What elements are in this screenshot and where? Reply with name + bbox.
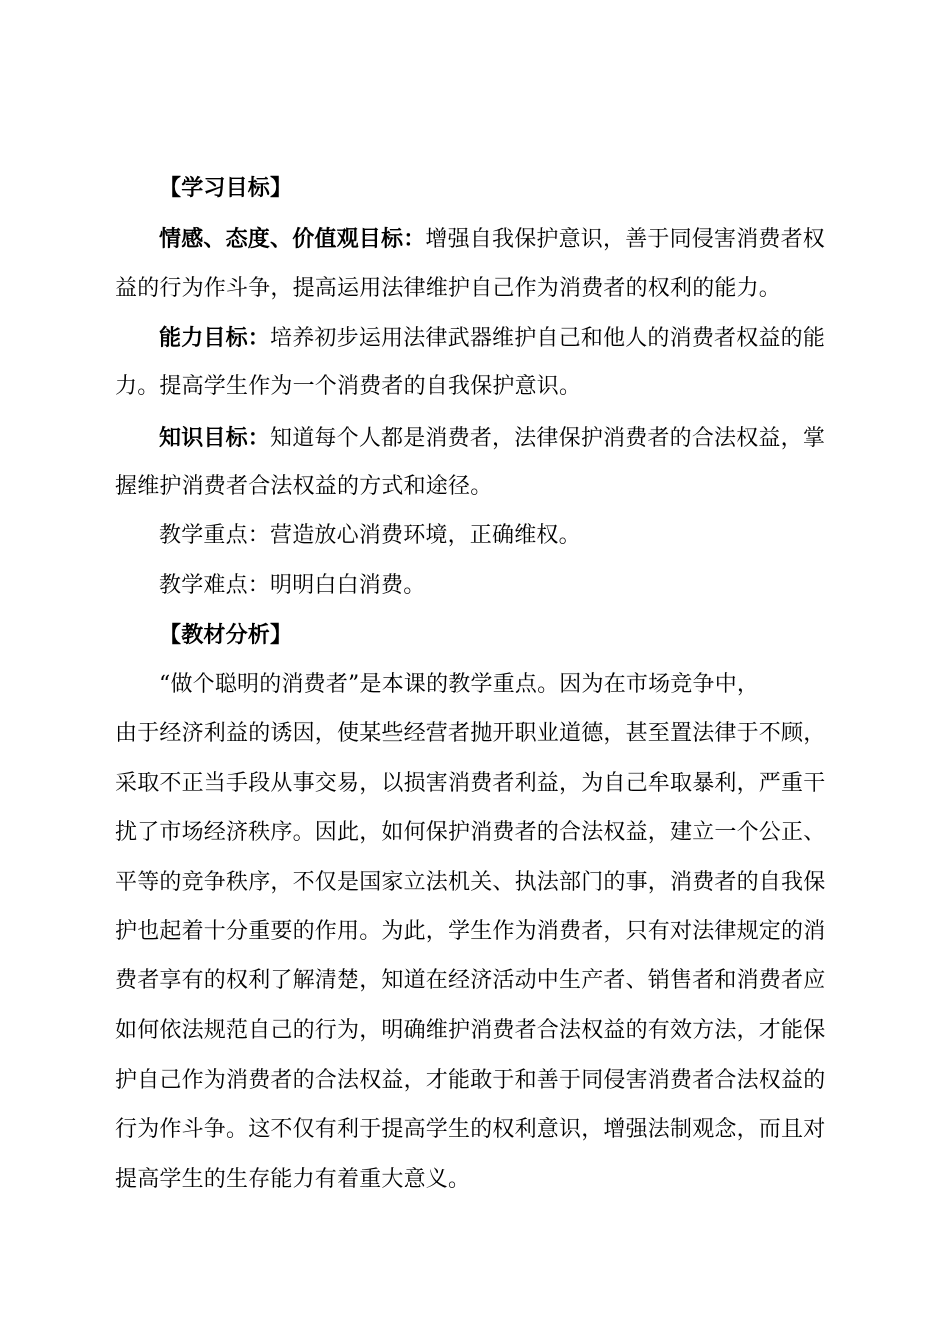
knowledge-objective-line-1 <box>159 423 825 454</box>
ability-objective-label: 能力目标： <box>159 325 271 351</box>
analysis-line: 护也起着十分重要的作用。为此，学生作为消费者，只有对法律规定的消 <box>115 919 826 944</box>
analysis-line: 提高学生的生存能力有着重大意义。 <box>115 1167 471 1192</box>
analysis-line: 如何依法规范自己的行为，明确维护消费者合法权益的有效方法，才能保 <box>115 1018 826 1043</box>
analysis-line: 费者享有的权利了解清楚，知道在经济活动中生产者、销售者和消费者应 <box>115 968 826 993</box>
emotion-objective-line-2: 益的行为作斗争，提高运用法律维护自己作为消费者的权利的能力。 <box>115 276 782 301</box>
heading-learning-objectives: 【学习目标】 <box>159 175 293 201</box>
analysis-line: 护自己作为消费者的合法权益，才能敢于和善于同侵害消费者合法权益的 <box>115 1068 826 1093</box>
teaching-key-point: 教学重点：营造放心消费环境，正确维权。 <box>159 523 581 548</box>
analysis-line: 平等的竞争秩序，不仅是国家立法机关、执法部门的事，消费者的自我保 <box>115 870 826 895</box>
analysis-line: 行为作斗争。这不仅有利于提高学生的权利意识，增强法制观念，而且对 <box>115 1117 826 1142</box>
analysis-line: 扰了市场经济秩序。因此，如何保护消费者的合法权益，建立一个公正、 <box>115 820 826 845</box>
emotion-objective-text: 增强自我保护意识，善于同侵害消费者权 <box>425 227 826 252</box>
teaching-difficult-point: 教学难点：明明白白消费。 <box>159 573 426 598</box>
analysis-line: “做个聪明的消费者”是本课的教学重点。因为在市场竞争中， <box>159 672 760 697</box>
knowledge-objective-label: 知识目标： <box>159 425 271 451</box>
heading-material-analysis: 【教材分析】 <box>159 622 293 648</box>
emotion-objective-label: 情感、态度、价值观目标： <box>159 226 426 252</box>
ability-objective-line-2: 力。提高学生作为一个消费者的自我保护意识。 <box>115 374 582 399</box>
knowledge-objective-line-2: 握维护消费者合法权益的方式和途径。 <box>115 474 493 499</box>
knowledge-objective-text: 知道每个人都是消费者，法律保护消费者的合法权益，掌 <box>270 426 826 451</box>
ability-objective-line-1 <box>159 323 825 354</box>
analysis-line: 采取不正当手段从事交易，以损害消费者利益，为自己牟取暴利，严重干 <box>115 771 826 796</box>
analysis-line: 由于经济利益的诱因，使某些经营者抛开职业道德，甚至置法律于不顾， <box>115 721 826 746</box>
emotion-objective-line-1 <box>159 224 825 255</box>
ability-objective-text: 培养初步运用法律武器维护自己和他人的消费者权益的能 <box>270 326 826 351</box>
